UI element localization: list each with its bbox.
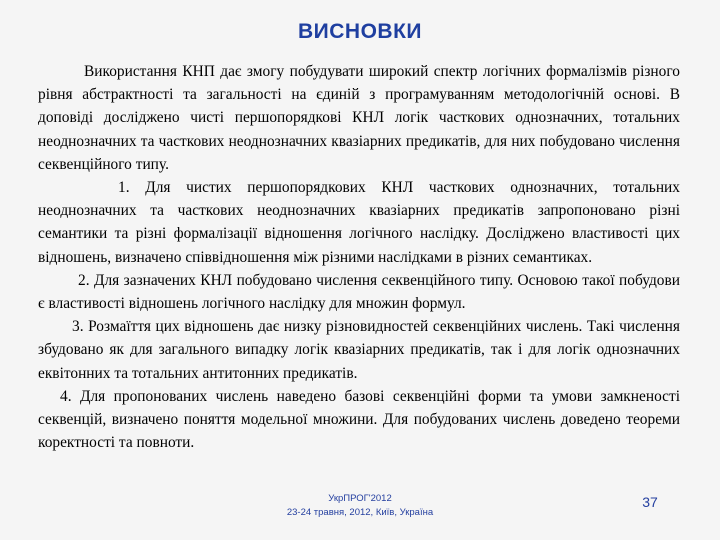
slide-footer — [240, 492, 480, 520]
page-number: 37 — [642, 494, 658, 510]
footer-date-location: 23-24 травня, 2012, Київ, Україна — [286, 507, 434, 518]
paragraph-conclusion-3: 3. Розмаїття цих відношень дає низку різновидностей секвенційних числень. Такі числення збудовано як для загального випадку логік квазіарних предикатів, так і для логік однозначних еквітонних та тотальних антитонних предикатів. — [38, 318, 680, 382]
footer-conference: УкрПРОГ'2012 — [328, 493, 392, 504]
slide-title: ВИСНОВКИ — [297, 20, 422, 43]
paragraph-intro: Використання КНП дає змогу побудувати широкий спектр логічних формалізмів різного рівня абстрактності та загальності на єдиній з програмуванням методологічній основі. В доповіді досліджено чисті першопорядкові КНЛ логік часткових однозначних, тотальних неоднозначних та часткових неоднозначних квазіарних предикатів, для них побудовано числення секвенційного типу. — [38, 63, 680, 173]
paragraph-conclusion-2: 2. Для зазначених КНЛ побудовано числення секвенційного типу. Основою такої побудови є властивості відношень логічного наслідку для множин формул. — [38, 271, 680, 313]
slide-body — [38, 60, 680, 454]
paragraph-conclusion-4: 4. Для пропонованих числень наведено базові секвенційні форми та умови замкненості секвенцій, визначено поняття модельної множини. Для побудованих числень доведено теореми коректності та повноти. — [38, 387, 680, 452]
paragraph-conclusion-1: 1. Для чистих першопорядкових КНЛ часткових однозначних, тотальних неоднозначних та часткових неоднозначних квазіарних предикатів запропоновано різні семантики та різні формалізації відношення логічного наслідку. Досліджено властивості цих відношень, визначено співвідношення між різними наслідками в різних семантиках. — [38, 179, 680, 266]
